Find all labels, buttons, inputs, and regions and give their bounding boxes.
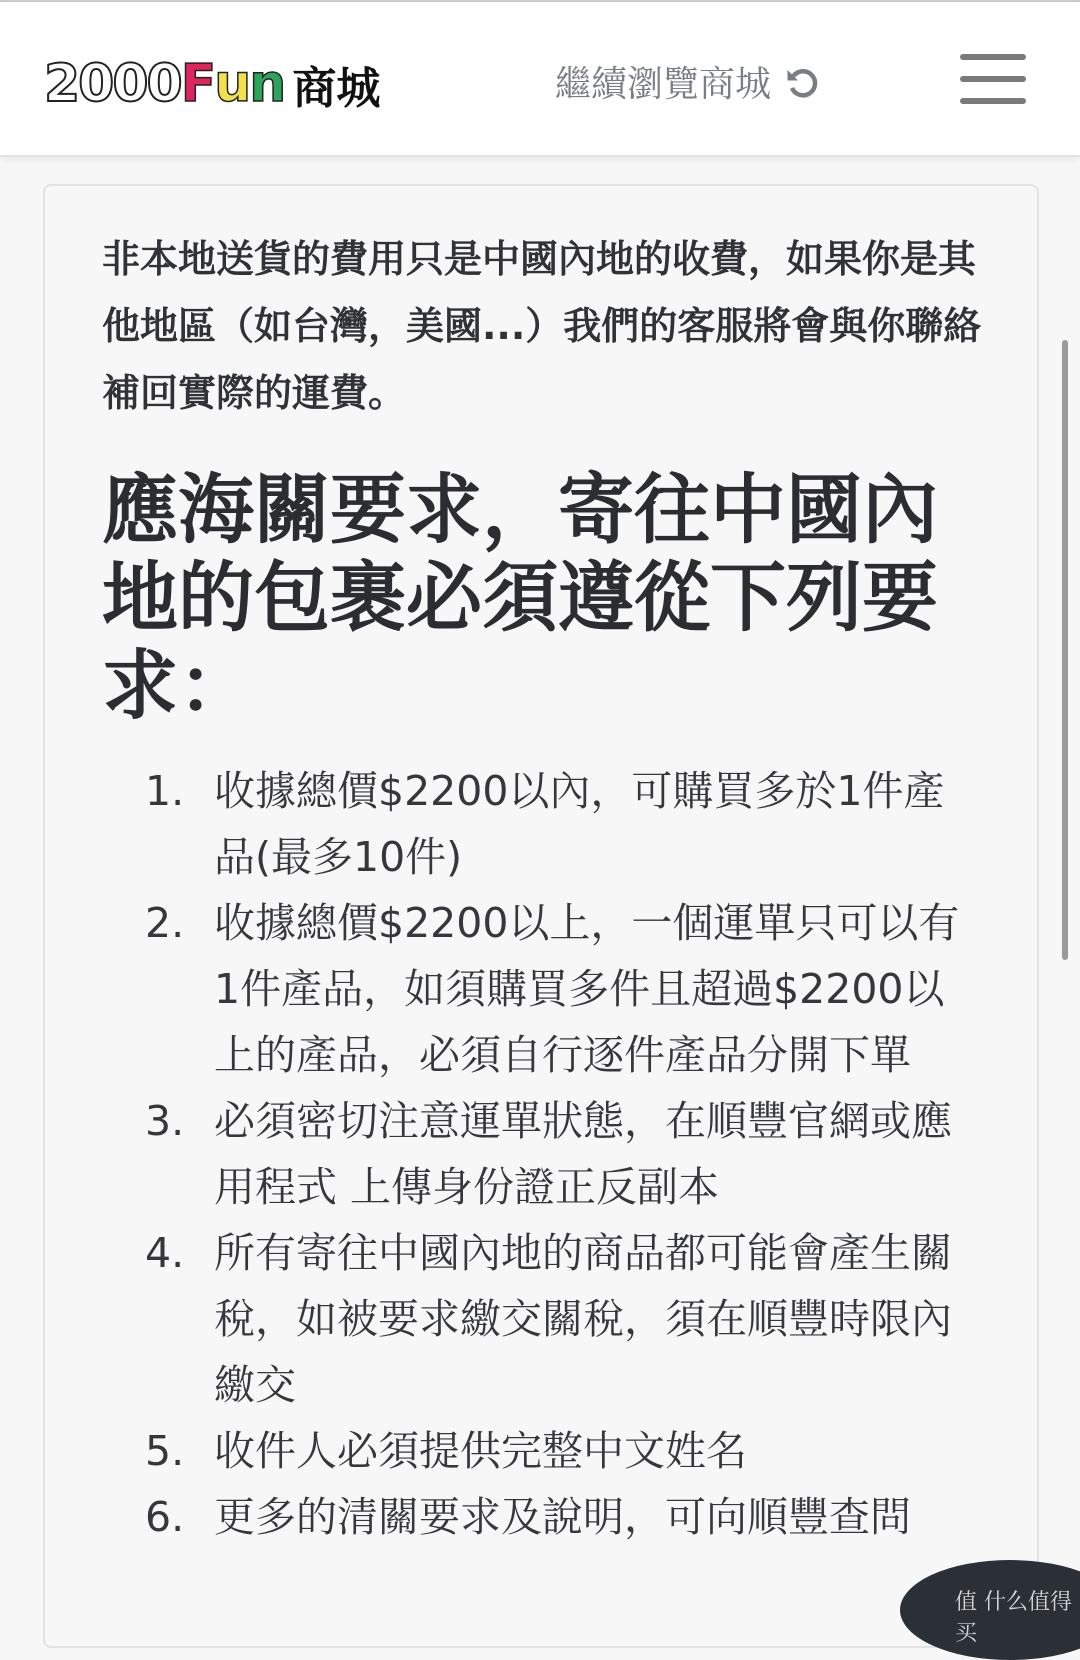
item-number: 5. — [145, 1427, 185, 1475]
item-number: 6. — [145, 1493, 185, 1541]
continue-shopping-link[interactable] — [555, 56, 819, 107]
logo-letter-u: u — [214, 54, 250, 114]
item-text: 所有寄往中國內地的商品都可能會產生關稅，如被要求繳交關稅，須在順豐時限內繳交 — [214, 1229, 952, 1409]
customs-heading: 應海關要求，寄往中國內地的包裹必須遵從下列要求： — [102, 465, 938, 730]
logo-letter-f: F — [180, 54, 215, 114]
item-number: 1. — [145, 767, 185, 815]
site-header — [0, 2, 1080, 157]
list-item — [45, 1088, 974, 1220]
site-logo[interactable] — [44, 54, 380, 114]
undo-arrow-icon — [783, 64, 819, 100]
shipping-info-card — [43, 184, 1039, 1648]
list-item — [45, 1220, 974, 1418]
list-item — [45, 890, 974, 1088]
watermark-text: 值 什么值得买 — [955, 1590, 1072, 1646]
hamburger-menu-icon[interactable] — [960, 54, 1026, 106]
item-text: 更多的清關要求及說明，可向順豐查問 — [214, 1493, 911, 1541]
logo-letter-n: n — [249, 54, 285, 114]
item-text: 必須密切注意運單狀態，在順豐官網或應用程式 上傳身份證正反副本 — [214, 1097, 952, 1211]
item-text: 收據總價$2200以內，可購買多於1件產品(最多10件) — [214, 767, 945, 881]
item-text: 收據總價$2200以上，一個運單只可以有1件產品，如須購買多件且超過$2200以上的產品，必須自行逐件產品分開下單 — [214, 899, 960, 1079]
item-number: 2. — [145, 899, 185, 947]
shipping-notice: 非本地送貨的費用只是中國內地的收費，如果你是其他地區（如台灣，美國...）我們的客服將會與你聯絡補回實際的運費。 — [102, 237, 982, 415]
item-number: 4. — [145, 1229, 185, 1277]
scrollbar[interactable] — [1062, 340, 1068, 960]
logo-shop: 商城 — [292, 63, 381, 114]
list-item — [45, 758, 974, 890]
list-item — [45, 1484, 974, 1550]
logo-digits: 2000 — [44, 54, 181, 114]
requirements-list — [45, 758, 1037, 1550]
item-text: 收件人必須提供完整中文姓名 — [214, 1427, 747, 1475]
list-item — [45, 1418, 974, 1484]
item-number: 3. — [145, 1097, 185, 1145]
continue-shopping-label: 繼續瀏覽商城 — [555, 64, 772, 105]
